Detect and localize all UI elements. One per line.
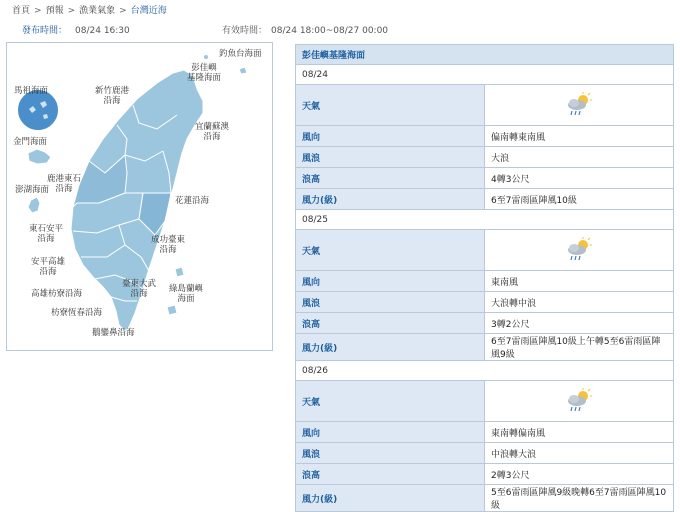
forecast-row-weather — [296, 381, 674, 422]
forecast-date: 08/26 — [296, 361, 674, 381]
forecast-key: 風力(級) — [296, 189, 485, 210]
orchid-island[interactable] — [167, 305, 177, 315]
forecast-weather-cell — [485, 230, 674, 271]
forecast-key: 風力(級) — [296, 485, 485, 512]
partly-cloudy-rain-icon — [565, 388, 593, 412]
forecast-value: 中浪轉大浪 — [485, 443, 674, 464]
forecast-key: 浪高 — [296, 313, 485, 334]
forecast-value: 東南風 — [485, 271, 674, 292]
breadcrumb-home-link[interactable]: 首頁 — [12, 6, 31, 16]
map-label-dongshi-anping[interactable]: 東石安平 沿海 — [29, 224, 64, 244]
forecast-key: 天氣 — [296, 230, 485, 271]
penghu-islands[interactable] — [28, 197, 40, 213]
forecast-value: 偏南轉東南風 — [485, 126, 674, 147]
publish-time — [22, 23, 130, 36]
forecast-table — [295, 44, 674, 512]
breadcrumb-separator: > — [67, 6, 76, 16]
forecast-key: 風力(級) — [296, 334, 485, 361]
publish-time-value: 08/24 16:30 — [75, 26, 130, 36]
forecast-row-wind-direction — [296, 422, 674, 443]
publish-time-label: 發布時間： — [22, 26, 68, 36]
forecast-key: 天氣 — [296, 381, 485, 422]
map-label-eluanbi[interactable]: 鵝鑾鼻沿海 — [92, 328, 135, 338]
forecast-date-row — [296, 361, 674, 381]
forecast-region-title: 彭佳嶼基隆海面 — [296, 45, 674, 65]
forecast-row-wave — [296, 443, 674, 464]
map-label-kinmen[interactable]: 金門海面 — [13, 137, 48, 147]
forecast-row-weather — [296, 230, 674, 271]
forecast-row-wave-height — [296, 464, 674, 485]
map-label-hualien[interactable]: 花蓮沿海 — [175, 196, 210, 206]
forecast-row-weather — [296, 85, 674, 126]
breadcrumb-separator: > — [34, 6, 42, 16]
breadcrumb-separator: > — [119, 6, 127, 16]
map-label-anping-kaohsiung[interactable]: 安平高雄 沿海 — [31, 257, 66, 277]
kinmen-islands[interactable] — [28, 149, 51, 164]
map-label-fangliao-hengchun[interactable]: 枋寮恆春沿海 — [51, 308, 103, 318]
forecast-key: 浪高 — [296, 168, 485, 189]
breadcrumb-forecast-link[interactable]: 預報 — [45, 6, 64, 16]
forecast-row-wind-direction — [296, 126, 674, 147]
partly-cloudy-rain-icon — [565, 237, 593, 261]
map-label-lukang-dongshi[interactable]: 鹿港東石 沿海 — [47, 174, 82, 194]
forecast-date: 08/25 — [296, 210, 674, 230]
forecast-row-wave — [296, 292, 674, 313]
forecast-row-wave-height — [296, 313, 674, 334]
forecast-key: 風向 — [296, 126, 485, 147]
forecast-weather-cell — [485, 85, 674, 126]
forecast-row-wave-height — [296, 168, 674, 189]
forecast-date-row — [296, 210, 674, 230]
forecast-row-wave — [296, 147, 674, 168]
map-label-chenggong-taitung[interactable]: 成功臺東 沿海 — [151, 235, 186, 255]
valid-time — [222, 23, 388, 36]
forecast-value: 大浪 — [485, 147, 674, 168]
breadcrumb-current[interactable]: 台灣近海 — [130, 6, 167, 16]
map-label-kaohsiung-fangliao[interactable]: 高雄枋寮沿海 — [31, 289, 83, 299]
forecast-value: 東南轉偏南風 — [485, 422, 674, 443]
forecast-weather-cell — [485, 381, 674, 422]
pengjia-islet — [204, 55, 208, 59]
forecast-key: 風浪 — [296, 147, 485, 168]
map-label-taitung-dawu[interactable]: 臺東大武 沿海 — [122, 279, 157, 299]
diaoyu-islands[interactable] — [239, 67, 247, 74]
forecast-row-wind-force — [296, 189, 674, 210]
forecast-row-wind-force — [296, 334, 674, 361]
taiwan-coastal-map — [6, 42, 273, 351]
forecast-key: 風向 — [296, 271, 485, 292]
forecast-header-row — [296, 45, 674, 65]
partly-cloudy-rain-icon — [565, 92, 593, 116]
map-label-yilan-suao[interactable]: 宜蘭蘇澳 沿海 — [195, 122, 230, 142]
valid-time-value: 08/24 18:00~08/27 00:00 — [271, 26, 389, 36]
forecast-key: 天氣 — [296, 85, 485, 126]
forecast-value: 大浪轉中浪 — [485, 292, 674, 313]
forecast-value: 6至7雷雨區陣風10級上午轉5至6雷雨區陣風9級 — [485, 334, 674, 361]
forecast-value: 6至7雷雨區陣風10級 — [485, 189, 674, 210]
forecast-key: 風浪 — [296, 292, 485, 313]
forecast-date-row — [296, 65, 674, 85]
forecast-row-wind-force — [296, 485, 674, 512]
forecast-value: 4轉3公尺 — [485, 168, 674, 189]
valid-time-label: 有效時間： — [222, 26, 268, 36]
forecast-date: 08/24 — [296, 65, 674, 85]
map-label-pengjia-keelung[interactable]: 彭佳嶼 基隆海面 — [187, 63, 222, 83]
forecast-key: 浪高 — [296, 464, 485, 485]
forecast-key: 風向 — [296, 422, 485, 443]
forecast-value: 3轉2公尺 — [485, 313, 674, 334]
map-label-matsu[interactable]: 馬祖海面 — [14, 86, 49, 96]
forecast-value: 2轉3公尺 — [485, 464, 674, 485]
forecast-row-wind-direction — [296, 271, 674, 292]
map-label-ludao-lanyu[interactable]: 綠島蘭嶼 海面 — [169, 284, 204, 304]
green-island[interactable] — [175, 267, 184, 277]
map-label-diaoyu[interactable]: 釣魚台海面 — [219, 49, 262, 59]
map-label-hsinchu-lukang[interactable]: 新竹鹿港 沿海 — [95, 86, 130, 106]
breadcrumb-fishery-link[interactable]: 漁業氣象 — [79, 6, 116, 16]
forecast-key: 風浪 — [296, 443, 485, 464]
map-label-penghu[interactable]: 澎湖海面 — [15, 185, 50, 195]
breadcrumb — [12, 3, 167, 16]
forecast-value: 5至6雷雨區陣風9級晚轉6至7雷雨區陣風10級 — [485, 485, 674, 512]
